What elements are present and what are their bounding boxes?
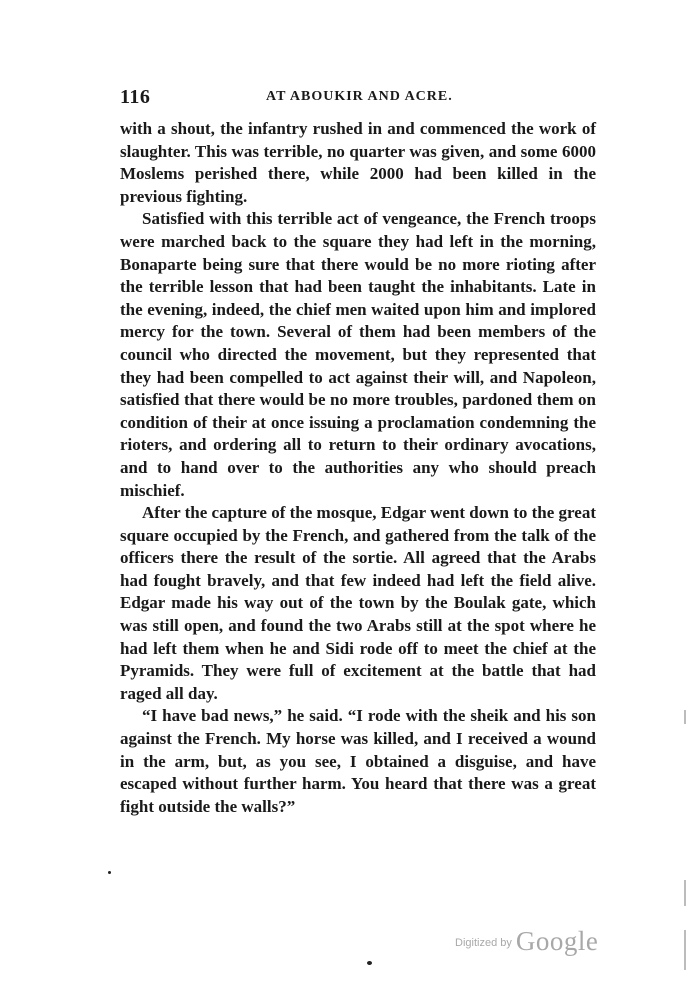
page-number: 116 <box>120 86 151 108</box>
paragraph-4: “I have bad news,” he said. “I rode with the sheik and his son against the French. My horse was killed, and I received a wound in the arm, but, as you see, I obtained a disguise, and have escaped without further harm. You heard that there was a great fight outside the walls?” <box>120 706 596 816</box>
paragraph-3: After the capture of the mosque, Edgar went down to the great square occupied by the French, and gathered from the talk of the officers there the result of the sortie. All agreed that the Arabs had fought bravely, and that few indeed had left the field alive. Edgar made his way out of the town by the Boulak gate, which was still open, and found the two Arabs still at the spot where he had left them when he and Sidi rode off to meet the chief at the Pyramids. They were full of excitement at the battle that had raged all day. <box>120 503 596 703</box>
digitized-watermark <box>455 926 598 957</box>
digitized-label: Digitized by <box>455 937 512 949</box>
page-header <box>120 86 596 110</box>
margin-speck <box>108 871 111 874</box>
body-text <box>120 118 596 818</box>
bottom-speck <box>367 961 372 965</box>
edge-mark-3 <box>684 930 686 970</box>
paragraph-2: Satisfied with this terrible act of vengeance, the French troops were marched back to the square they had left in the morning, Bonaparte being sure that there would be no more rioting after the terrible lesson that had been taught the inhabitants. Late in the evening, indeed, the chief men waited upon him and implored mercy for the town. Several of them had been members of the council who directed the movement, but they represented that they had been compelled to act against their will, and Napoleon, satisfied that there would be no more troubles, pardoned them on condition of their at once issuing a proclamation condemning the rioters, and ordering all to return to their ordinary avocations, and to hand over to the authorities any who should preach mischief. <box>120 209 596 500</box>
paragraph-1: with a shout, the infantry rushed in and commenced the work of slaughter. This was terrible, no quarter was given, and some 6000 Moslems perished there, while 2000 had been killed in the previous fighting. <box>120 119 596 206</box>
running-head: AT ABOUKIR AND ACRE. <box>266 89 453 104</box>
edge-mark-1 <box>684 710 686 724</box>
google-logo: Google <box>515 926 599 956</box>
edge-mark-2 <box>684 880 686 906</box>
